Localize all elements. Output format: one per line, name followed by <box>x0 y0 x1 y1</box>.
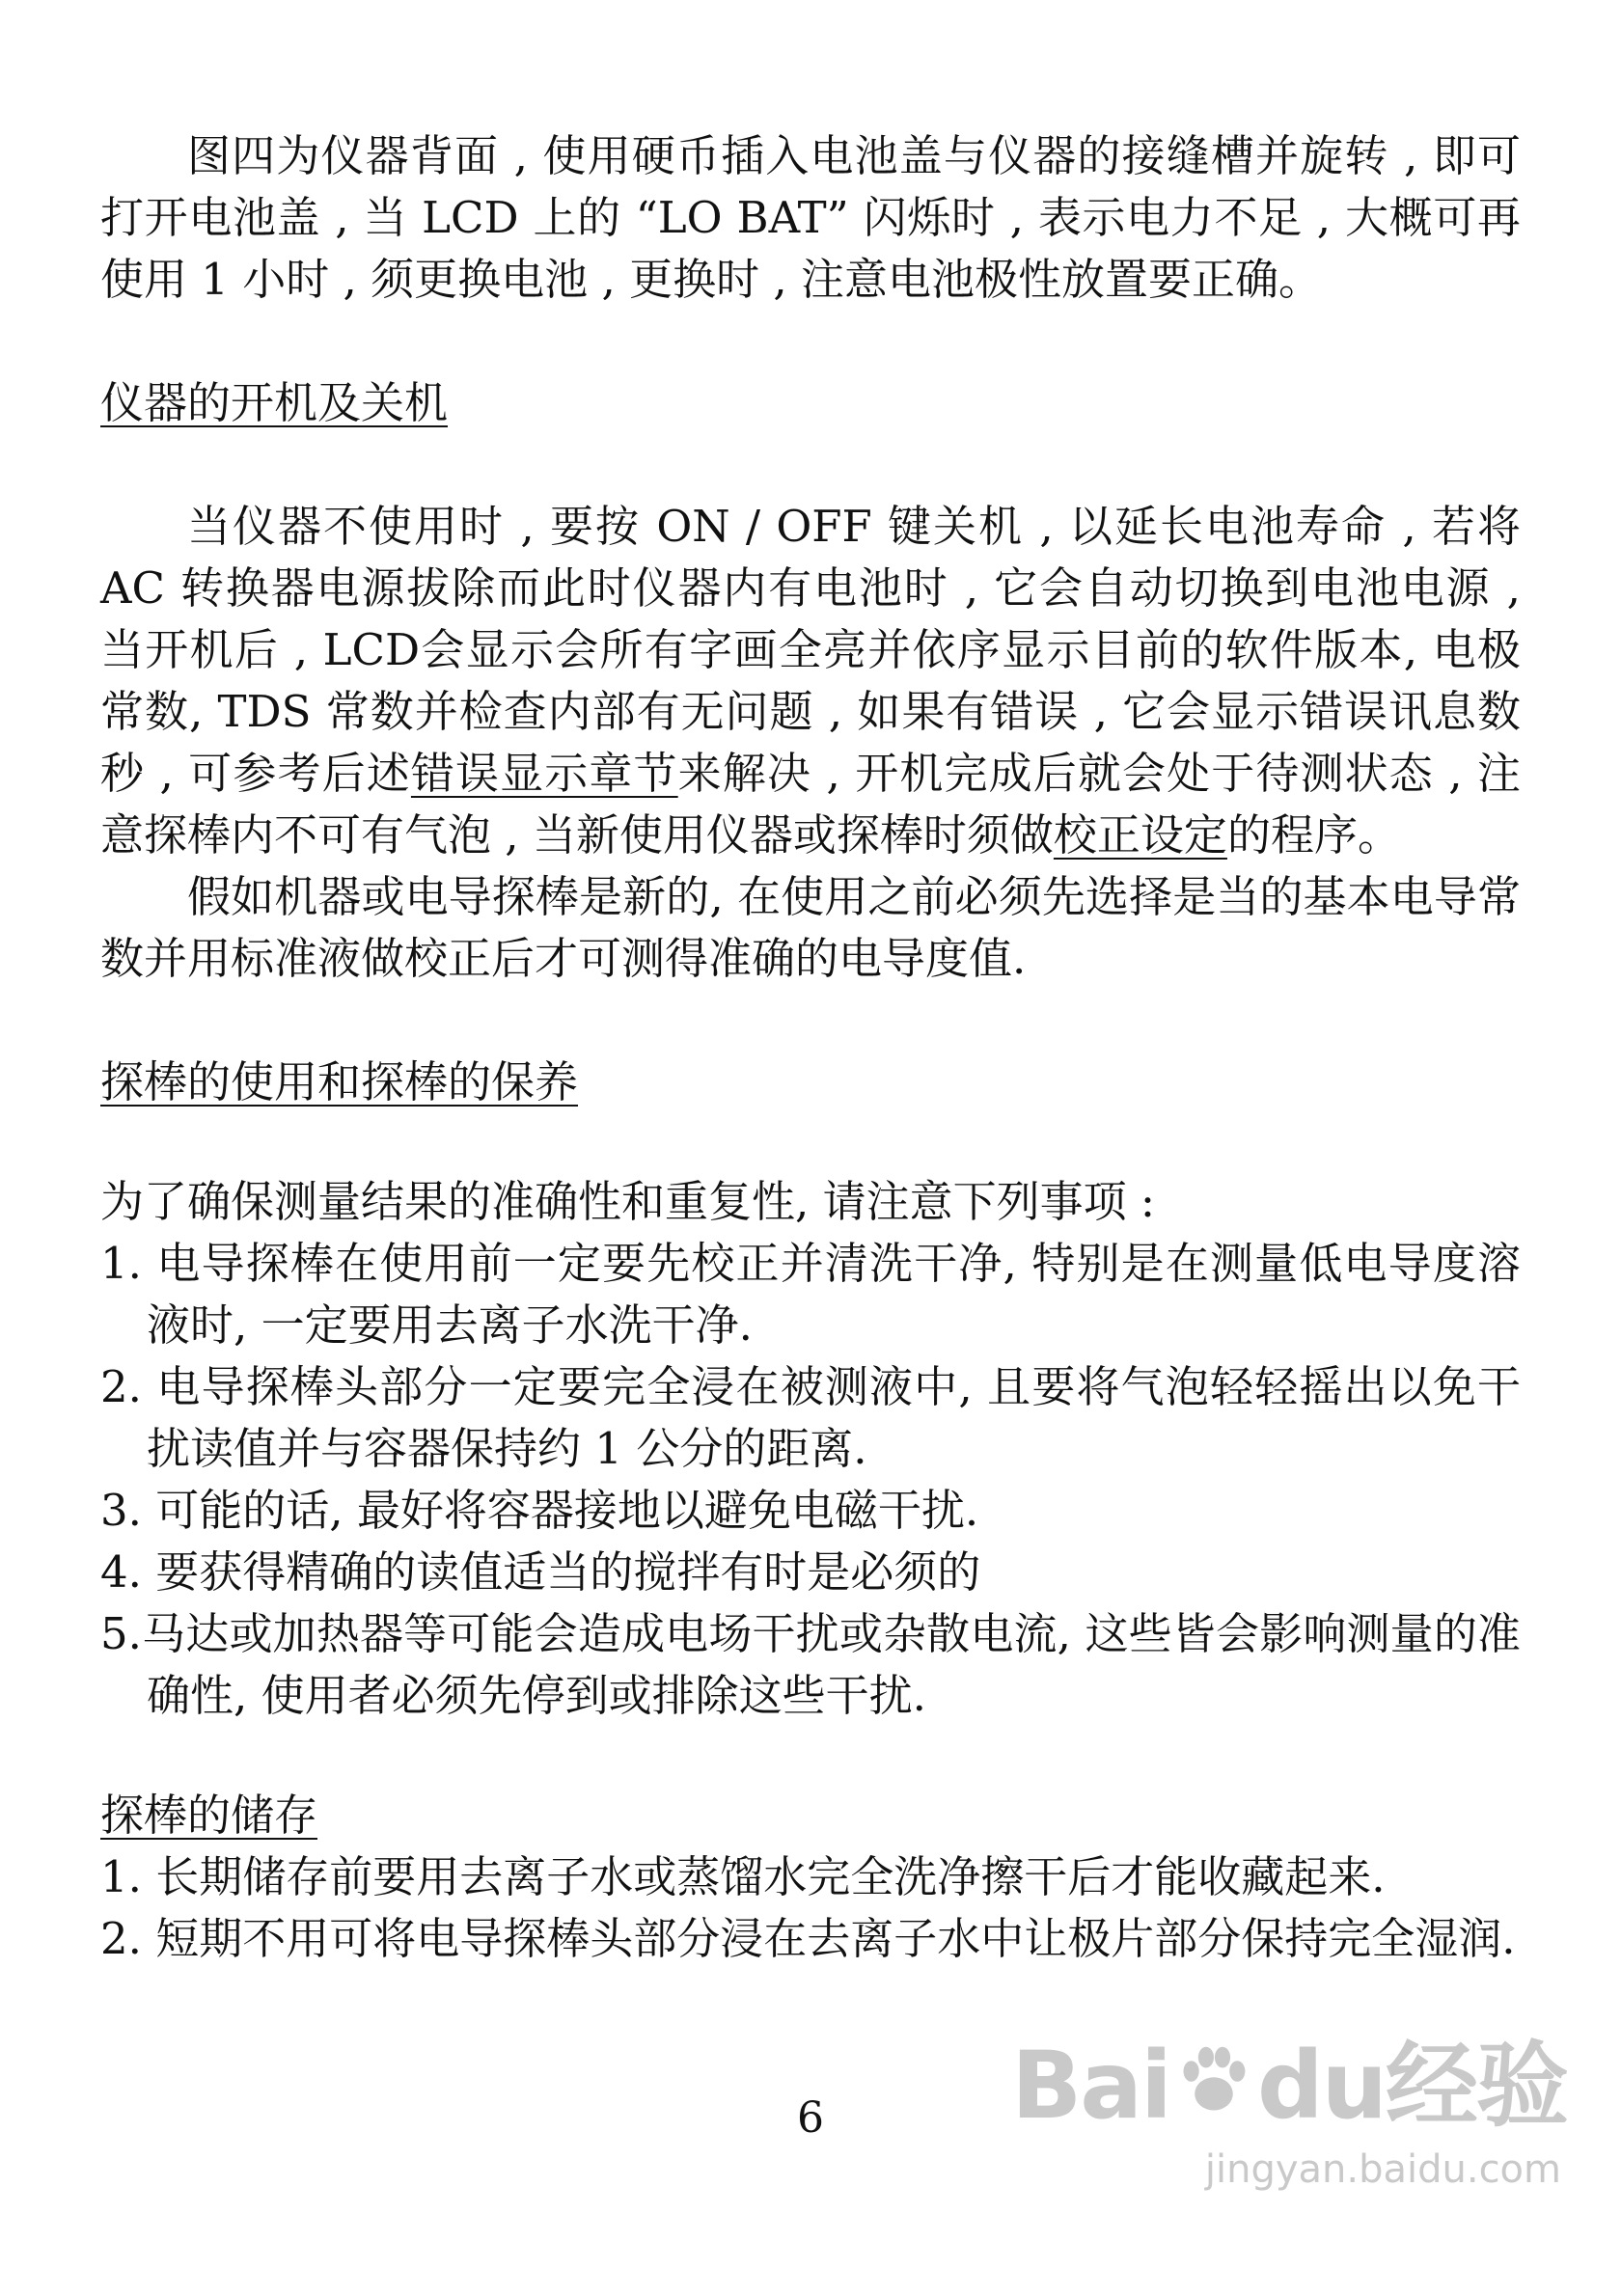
spacer <box>100 1727 1521 1785</box>
list-item: 2. 短期不用可将电导探棒头部分浸在去离子水中让极片部分保持完全湿润. <box>100 1913 1516 1964</box>
power-paragraph-text-2: 来解决 , 开机完成后就会处于待测状态 , 注意探棒内不可有气泡 , 当新使用仪器或探棒时须做 <box>100 748 1521 861</box>
probe-storage-list <box>100 1846 1521 1970</box>
watermark-logo-text-right: du <box>1256 2032 1386 2140</box>
power-paragraph <box>100 496 1521 866</box>
manual-page <box>100 125 1521 1970</box>
link-calibration-setup[interactable]: 校正设定 <box>1053 809 1227 861</box>
list-item: 5.马达或加热器等可能会造成电场干扰或杂散电流, 这些皆会影响测量的准确性, 使用者必须先停到或排除这些干扰. <box>100 1608 1521 1721</box>
list-item: 3. 可能的话, 最好将容器接地以避免电磁干扰. <box>100 1485 979 1536</box>
spacer <box>100 1113 1521 1171</box>
page-number: 6 <box>797 2093 824 2143</box>
list-item: 1. 长期储存前要用去离子水或蒸馏水完全洗净擦干后才能收藏起来. <box>100 1851 1386 1902</box>
new-probe-paragraph: 假如机器或电导探棒是新的, 在使用之前必须先选择是当的基本电导常数并用标准液做校正后才可测得准确的电导度值. <box>100 871 1521 984</box>
spacer <box>100 311 1521 372</box>
intro-paragraph: 图四为仪器背面 , 使用硬币插入电池盖与仪器的接缝槽并旋转 , 即可打开电池盖 , 当 LCD 上的 “LO BAT” 闪烁时 , 表示电力不足 , 大概可再使用 1 小时 , 须更换电池 , 更换时 , 注意电池极性放置要正确。 <box>100 130 1521 305</box>
spacer <box>100 990 1521 1052</box>
list-item: 1. 电导探棒在使用前一定要先校正并清洗干净, 特别是在测量低电导度溶液时, 一定要用去离子水洗干净. <box>100 1238 1521 1351</box>
link-error-display-section[interactable]: 错误显示章节 <box>410 748 678 799</box>
heading-power-on-off: 仪器的开机及关机 <box>100 377 449 428</box>
power-paragraph-text-3: 的程序。 <box>1226 809 1401 861</box>
paw-icon <box>1170 2036 1257 2123</box>
probe-use-intro: 为了确保测量结果的准确性和重复性, 请注意下列事项 : <box>100 1176 1156 1227</box>
heading-probe-storage: 探棒的储存 <box>100 1790 318 1841</box>
baidu-jingyan-watermark <box>1011 2012 1567 2225</box>
watermark-logo-text-left: Bai <box>1011 2032 1170 2140</box>
watermark-logo <box>1011 2012 1567 2145</box>
watermark-url: jingyan.baidu.com <box>1204 2147 1561 2192</box>
watermark-logo-suffix: 经验 <box>1386 2032 1567 2140</box>
probe-use-list <box>100 1233 1521 1727</box>
spacer <box>100 434 1521 496</box>
list-item: 2. 电导探棒头部分一定要完全浸在被测液中, 且要将气泡轻轻摇出以免干扰读值并与容器保持约 1 公分的距离. <box>100 1361 1521 1474</box>
heading-probe-use: 探棒的使用和探棒的保养 <box>100 1056 579 1107</box>
list-item: 4. 要获得精确的读值适当的搅拌有时是必须的 <box>100 1546 981 1598</box>
power-paragraph-text-1: 当仪器不使用时 , 要按 ON / OFF 键关机 , 以延长电池寿命 , 若将 AC 转换器电源拔除而此时仪器内有电池时 , 它会自动切换到电池电源 , 当开机后 , LCD会显示会所有字画全亮并依序显示目前的软件版本, 电极常数, TDS 常数并检查内部有无问题 , 如果有错误 , 它会显示错误讯息数秒 , 可参考后述 <box>100 501 1521 799</box>
